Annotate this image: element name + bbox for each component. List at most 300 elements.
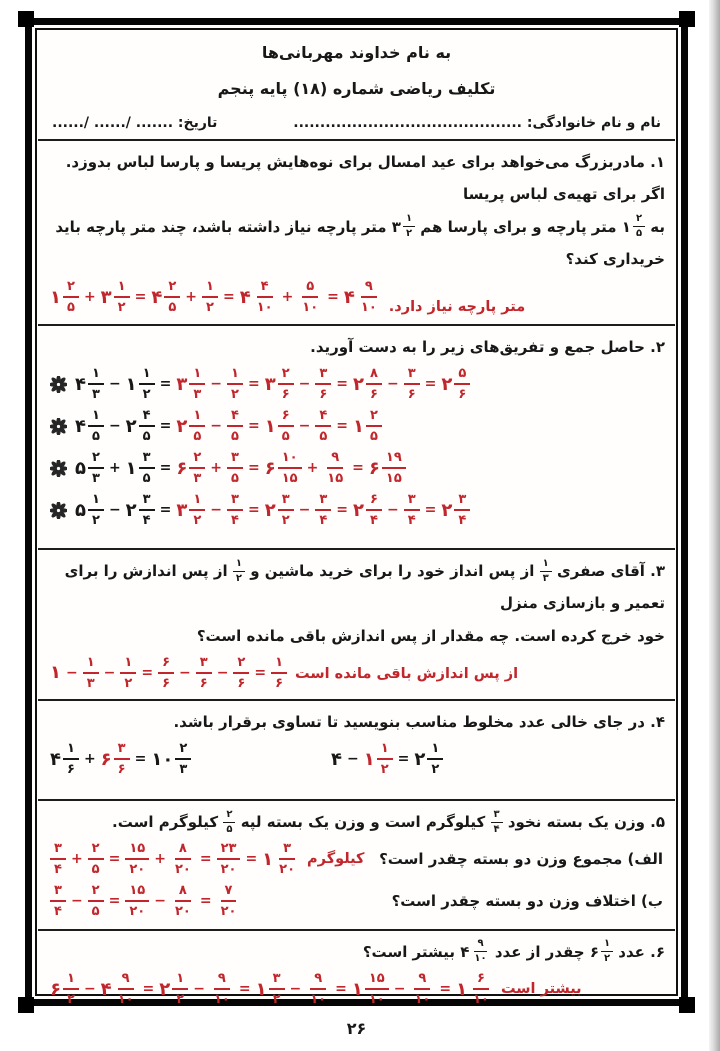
mixed-number xyxy=(126,493,155,527)
mixed-number xyxy=(126,409,155,443)
operator: = xyxy=(247,418,260,435)
fraction-denominator: ۲ xyxy=(431,762,440,777)
flower-bullet-icon xyxy=(50,460,67,477)
fraction-denominator: ۲ xyxy=(380,762,389,777)
fraction-numerator: ۳ xyxy=(315,493,331,511)
fraction xyxy=(227,367,243,401)
text-run: ۶. عدد xyxy=(613,942,665,961)
operator: = xyxy=(247,502,260,519)
fraction-denominator: ۶ xyxy=(117,762,126,777)
fraction-denominator: ۲ xyxy=(281,513,290,529)
fraction xyxy=(63,280,79,314)
fraction-denominator: ۴ xyxy=(493,823,500,835)
fraction xyxy=(88,884,104,918)
mixed-number xyxy=(256,972,285,1006)
text-run: کیلوگرم است و وزن یک بسته لپه xyxy=(235,812,491,831)
fraction-numerator: ۳ xyxy=(196,656,212,674)
fraction-denominator: ۵ xyxy=(226,823,233,835)
fraction-numerator: ۱۵ xyxy=(125,884,149,902)
fraction-denominator: ۶ xyxy=(67,762,75,777)
fraction xyxy=(120,656,136,690)
mixed-number xyxy=(353,493,382,527)
fraction-denominator: ۳ xyxy=(179,762,188,777)
fraction xyxy=(404,493,420,527)
fraction-numerator: ۱ xyxy=(271,656,287,674)
fraction-denominator: ۱۰ xyxy=(302,300,319,315)
fraction-numerator: ۳ xyxy=(139,451,155,469)
mixed-number xyxy=(441,367,470,401)
fraction-numerator: ۱۵ xyxy=(365,972,389,990)
fraction xyxy=(382,451,406,485)
fraction xyxy=(298,280,322,314)
fraction xyxy=(139,409,155,443)
fraction xyxy=(196,656,212,690)
operator: = xyxy=(159,376,172,393)
operator: = xyxy=(245,851,258,867)
fraction-numerator: ۱ xyxy=(189,409,205,427)
fraction xyxy=(189,409,205,443)
fraction-numerator: ۳ xyxy=(404,367,420,385)
problems-list xyxy=(38,141,675,1015)
fraction xyxy=(271,656,287,690)
problem-text-line xyxy=(48,706,665,738)
fraction xyxy=(366,409,382,443)
mixed-number xyxy=(364,742,393,776)
operator: − xyxy=(70,893,83,909)
operator: − xyxy=(108,376,121,393)
fraction-numerator: ۳ xyxy=(315,367,331,385)
whole-number: ۴ xyxy=(50,748,61,770)
fraction-numerator: ۹ xyxy=(310,972,326,990)
fraction-numerator: ۱ xyxy=(88,493,104,511)
operator: + xyxy=(306,460,319,477)
fraction-numerator: ۶ xyxy=(366,493,382,511)
fraction-numerator: ۳ xyxy=(139,493,155,511)
whole-number: ۲ xyxy=(264,499,276,521)
flower-bullet-icon xyxy=(50,418,67,435)
whole-number: ۴ xyxy=(75,415,86,437)
operator: = xyxy=(247,376,260,393)
operator: − xyxy=(108,502,121,519)
fraction-numerator: ۸ xyxy=(175,884,191,902)
fraction xyxy=(365,972,389,1006)
fraction xyxy=(601,939,613,964)
fraction-numerator: ۱ xyxy=(139,367,155,385)
fraction-denominator: ۲۰ xyxy=(174,862,191,877)
fraction-denominator: ۲۰ xyxy=(129,862,146,877)
whole-number: ۲ xyxy=(414,748,426,770)
fraction-denominator: ۶ xyxy=(199,675,208,691)
scan-edge-shadow xyxy=(709,0,720,1051)
fraction xyxy=(357,280,381,314)
whole-number: ۱ xyxy=(363,748,375,770)
operator: − xyxy=(179,664,191,681)
fraction-numerator: ۸ xyxy=(175,842,191,860)
text-run: از پس انداز خود را برای خرید ماشین و xyxy=(245,562,540,580)
whole-number: ۴ xyxy=(100,978,112,1000)
fraction-denominator: ۳ xyxy=(92,471,100,487)
equation-row xyxy=(48,363,665,405)
text-run: بیشتر است؟ xyxy=(362,942,461,961)
fraction-denominator: ۶ xyxy=(319,387,328,403)
fraction-numerator: ۲ xyxy=(223,810,235,823)
fraction-numerator: ۹ xyxy=(118,972,134,990)
fraction-numerator: ۱ xyxy=(427,742,443,760)
frame-corner-bottom-left xyxy=(18,997,34,1013)
whole-number: ۶ xyxy=(100,748,112,770)
answer-note: کیلوگرم xyxy=(307,851,365,867)
whole-number: ۶ xyxy=(176,457,188,479)
operator: − xyxy=(298,502,311,519)
mixed-number xyxy=(460,936,489,968)
fraction-denominator: ۲۰ xyxy=(174,904,191,919)
mixed-number xyxy=(101,280,130,314)
fraction-denominator: ۱۰ xyxy=(117,992,134,1007)
operator: − xyxy=(298,418,311,435)
fraction-numerator: ۲ xyxy=(633,214,645,227)
mixed-number xyxy=(176,367,205,401)
fraction-denominator: ۲ xyxy=(92,513,100,529)
equation xyxy=(331,742,443,776)
fraction-numerator: ۲ xyxy=(233,656,249,674)
whole-number: ۴ xyxy=(151,286,163,308)
mixed-number xyxy=(392,211,415,243)
mixed-number xyxy=(126,451,155,485)
fraction-denominator: ۲ xyxy=(206,300,214,315)
mixed-number xyxy=(344,280,381,314)
fraction-numerator: ۴ xyxy=(139,409,155,427)
fraction-numerator: ۹ xyxy=(214,972,230,990)
fraction-numerator: ۲ xyxy=(88,842,104,860)
mixed-number xyxy=(50,280,79,314)
fraction xyxy=(217,884,241,918)
fraction-denominator: ۲ xyxy=(176,992,185,1007)
fraction-denominator: ۵ xyxy=(370,429,378,445)
equation-row xyxy=(48,738,665,780)
whole-number: ۲ xyxy=(441,373,453,395)
operator: − xyxy=(216,664,229,681)
mixed-number xyxy=(265,367,294,401)
fraction-denominator: ۴ xyxy=(319,513,328,529)
mixed-number xyxy=(75,493,104,527)
mixed-number xyxy=(590,936,613,968)
operator: = xyxy=(142,981,155,997)
problem-text-line xyxy=(48,555,665,620)
problem-3 xyxy=(38,550,675,701)
fraction-numerator: ۱۰ xyxy=(278,451,302,469)
fraction-denominator: ۴ xyxy=(458,513,467,529)
whole-number: ۱ xyxy=(351,978,363,1000)
fraction-numerator: ۹ xyxy=(361,280,377,298)
text-run: از پس اندازش را برای تعمیر و بازسازی منزل xyxy=(64,562,665,613)
fraction xyxy=(233,559,245,584)
equation-row xyxy=(48,880,665,922)
fraction xyxy=(278,409,294,443)
fraction-numerator: ۵ xyxy=(302,280,318,298)
fraction xyxy=(114,972,138,1006)
fraction xyxy=(172,972,188,1006)
text-run: ۵. وزن یک بسته نخود xyxy=(502,812,665,831)
fraction xyxy=(139,451,155,485)
fraction-denominator: ۵ xyxy=(635,228,643,240)
operator: − xyxy=(298,376,311,393)
mixed-number xyxy=(50,742,79,776)
fraction xyxy=(227,409,243,443)
fraction-denominator: ۵ xyxy=(91,904,100,919)
fraction-numerator: ۲ xyxy=(63,280,79,298)
fraction-numerator: ۳ xyxy=(50,884,66,902)
fraction-denominator: ۶ xyxy=(407,387,416,403)
fraction xyxy=(315,409,331,443)
fraction-denominator: ۲ xyxy=(67,992,75,1007)
whole-number: ۴ xyxy=(343,286,355,308)
fraction-numerator: ۱ xyxy=(540,559,552,572)
fraction-numerator: ۱ xyxy=(202,280,218,298)
equation-row xyxy=(48,275,665,319)
fraction-numerator: ۳ xyxy=(269,972,285,990)
mixed-number xyxy=(353,409,382,443)
mixed-number xyxy=(456,972,493,1006)
equation xyxy=(50,742,191,776)
fraction xyxy=(315,367,331,401)
date-field-label: تاریخ: ....... /...... /...... xyxy=(52,115,218,131)
fraction-numerator: ۲ xyxy=(189,451,205,469)
fraction xyxy=(223,810,235,835)
fraction-denominator: ۳ xyxy=(193,471,202,487)
fraction xyxy=(269,972,285,1006)
problem-1 xyxy=(38,141,675,326)
operator: = xyxy=(327,289,339,305)
whole-number: ۴ xyxy=(239,286,251,308)
fraction xyxy=(139,493,155,527)
whole-number: ۳ xyxy=(391,217,401,236)
fraction-numerator: ۳ xyxy=(491,810,503,823)
fraction-denominator: ۱۰ xyxy=(310,992,327,1007)
fraction-denominator: ۴ xyxy=(407,513,416,529)
fraction-numerator: ۱ xyxy=(88,409,104,427)
text-run: به xyxy=(645,217,665,236)
page-footer xyxy=(38,1015,675,1038)
equation-row xyxy=(48,652,665,694)
fraction-denominator: ۲ xyxy=(603,953,611,965)
fraction-denominator: ۳ xyxy=(193,387,202,403)
fraction-denominator: ۲ xyxy=(142,387,151,403)
fraction-numerator: ۳ xyxy=(454,493,470,511)
whole-number: ۱ xyxy=(125,457,137,479)
operator: + xyxy=(210,460,223,477)
flower-bullet-icon xyxy=(50,376,67,393)
fraction-denominator: ۶ xyxy=(281,387,290,403)
problem-5 xyxy=(38,801,675,931)
fraction-numerator: ۱ xyxy=(601,939,613,952)
fraction xyxy=(189,451,205,485)
fraction-denominator: ۱۰ xyxy=(256,300,273,315)
whole-number: ۶ xyxy=(368,457,380,479)
whole-number: ۱ xyxy=(456,978,468,1000)
whole-number: ۴ xyxy=(75,373,86,395)
fraction-denominator: ۲ xyxy=(231,387,239,403)
fraction-numerator: ۹ xyxy=(414,972,430,990)
whole-number: ۴ xyxy=(330,748,342,770)
operator: = xyxy=(439,981,452,997)
fraction xyxy=(278,493,294,527)
operator: = xyxy=(336,418,349,435)
worksheet-header xyxy=(38,31,675,141)
text-run: کیلوگرم است. xyxy=(112,812,224,831)
fraction-numerator: ۳ xyxy=(227,493,243,511)
fraction xyxy=(189,367,205,401)
operator: + xyxy=(281,289,294,305)
fraction-denominator: ۱۰ xyxy=(213,992,230,1007)
fraction-numerator: ۱ xyxy=(227,367,243,385)
whole-number: ۳ xyxy=(100,286,112,308)
equation xyxy=(75,367,470,401)
fraction xyxy=(175,742,191,776)
equation xyxy=(50,972,493,1006)
fraction-numerator: ۶ xyxy=(473,972,489,990)
fraction-denominator: ۲ xyxy=(405,228,413,240)
whole-number: ۲ xyxy=(353,499,365,521)
fraction xyxy=(278,367,294,401)
operator: − xyxy=(193,981,205,997)
fraction xyxy=(88,493,104,527)
fraction xyxy=(158,656,174,690)
fraction-numerator: ۱ xyxy=(120,656,136,674)
fraction-numerator: ۱ xyxy=(377,742,393,760)
fraction xyxy=(366,367,382,401)
operator: = xyxy=(247,460,260,477)
fraction-denominator: ۵ xyxy=(193,429,202,445)
fraction-denominator: ۲۰ xyxy=(220,904,237,919)
fraction-numerator: ۳ xyxy=(278,493,294,511)
fraction-numerator: ۳ xyxy=(227,451,243,469)
mixed-number xyxy=(369,451,406,485)
mixed-number xyxy=(353,367,382,401)
fraction xyxy=(63,742,79,776)
mixed-number xyxy=(101,742,130,776)
fraction-denominator: ۲۰ xyxy=(279,862,296,877)
equation-row xyxy=(48,447,665,489)
fraction-denominator: ۲ xyxy=(117,300,126,315)
equation-row xyxy=(48,968,665,1010)
operator: = xyxy=(336,502,349,519)
problem-2 xyxy=(38,326,675,550)
operator: − xyxy=(108,418,121,435)
fraction xyxy=(471,939,489,964)
text-run: ۳. آقای صفری xyxy=(551,562,665,580)
operator: − xyxy=(289,981,302,997)
equation xyxy=(50,842,299,876)
fraction xyxy=(83,656,99,690)
fraction-denominator: ۱۵ xyxy=(327,471,344,487)
operator: − xyxy=(386,502,399,519)
text-run: خود خرج کرده است. چه مقدار از پس اندازش باقی مانده است؟ xyxy=(196,626,665,645)
operator: − xyxy=(83,981,96,997)
mixed-number xyxy=(262,842,299,876)
equation xyxy=(50,884,240,918)
equation xyxy=(50,656,287,690)
whole-number: ۱ xyxy=(353,415,365,437)
fraction-numerator: ۱ xyxy=(172,972,188,990)
mixed-number xyxy=(126,367,155,401)
fraction xyxy=(410,972,434,1006)
fraction xyxy=(189,493,205,527)
fraction-denominator: ۲ xyxy=(235,573,242,584)
fraction-denominator: ۶ xyxy=(370,387,378,403)
fraction xyxy=(139,367,155,401)
fraction xyxy=(633,214,645,239)
fraction-denominator: ۴ xyxy=(142,513,151,529)
fraction-numerator: ۳ xyxy=(50,842,66,860)
fraction-denominator: ۲ xyxy=(272,992,281,1007)
operator: = xyxy=(199,851,212,867)
name-field-label: نام و نام خانوادگی: ........................................... xyxy=(293,115,661,131)
fraction-numerator: ۸ xyxy=(366,367,382,385)
fraction xyxy=(315,493,331,527)
fraction xyxy=(88,451,104,485)
question-text: الف) مجموع وزن دو بسته چقدر است؟ xyxy=(379,850,663,868)
fraction xyxy=(217,842,241,876)
operator: = xyxy=(159,418,172,435)
whole-number: ۲ xyxy=(125,415,137,437)
fraction-denominator: ۵ xyxy=(231,429,239,445)
fraction xyxy=(227,493,243,527)
fraction-denominator: ۱۰ xyxy=(360,300,377,315)
whole-number: ۳ xyxy=(176,373,188,395)
fraction xyxy=(125,842,149,876)
fraction xyxy=(306,972,330,1006)
mixed-number xyxy=(441,493,470,527)
equation xyxy=(75,493,470,527)
fraction-denominator: ۳ xyxy=(92,387,100,403)
operator: − xyxy=(210,418,223,435)
fraction-denominator: ۲۰ xyxy=(129,904,146,919)
fraction-numerator: ۲ xyxy=(88,451,104,469)
fraction xyxy=(171,884,195,918)
operator: + xyxy=(83,751,96,767)
fraction-denominator: ۵ xyxy=(142,429,151,445)
mixed-number xyxy=(176,451,205,485)
whole-number: ۶ xyxy=(264,457,276,479)
equation xyxy=(75,451,406,485)
operator: = xyxy=(108,851,121,867)
fraction-denominator: ۱۵ xyxy=(281,471,298,487)
mixed-number xyxy=(176,409,205,443)
mixed-number xyxy=(352,972,389,1006)
fraction-denominator: ۴ xyxy=(231,513,239,529)
fraction xyxy=(164,280,180,314)
fraction-numerator: ۳ xyxy=(279,842,295,860)
fraction-numerator: ۱۹ xyxy=(382,451,406,469)
fraction-numerator: ۲۳ xyxy=(217,842,241,860)
fraction xyxy=(88,842,104,876)
fraction xyxy=(454,367,470,401)
whole-number: ۱ xyxy=(255,978,267,1000)
fraction xyxy=(323,451,347,485)
fraction-numerator: ۹ xyxy=(474,939,486,952)
mixed-number xyxy=(176,493,205,527)
fraction-numerator: ۶ xyxy=(158,656,174,674)
operator: = xyxy=(335,981,347,997)
operator: = xyxy=(141,664,154,681)
whole-number: ۱ xyxy=(50,286,61,308)
text-run: ۱. مادربزرگ می‌خواهد برای عید امسال برای نوه‌هایش پریسا و پارسا لباس بدوزد. اگر برای تهیه‌ی لباس پریسا xyxy=(65,153,665,204)
mixed-number xyxy=(75,367,104,401)
fraction xyxy=(210,972,234,1006)
fraction xyxy=(50,884,66,918)
whole-number: ۴ xyxy=(460,942,470,961)
equation-row xyxy=(48,405,665,447)
